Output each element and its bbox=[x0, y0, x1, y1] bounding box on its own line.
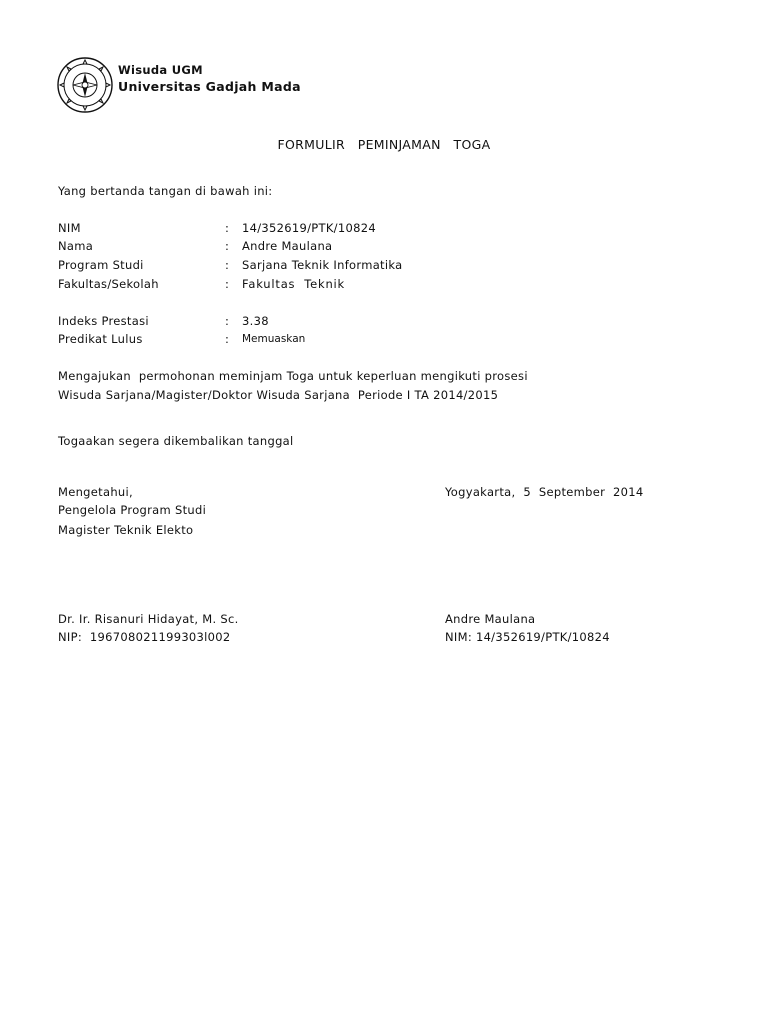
header-line2: Universitas Gadjah Mada bbox=[118, 79, 301, 94]
right-signatory-nim: NIM: 14/352619/PTK/10824 bbox=[445, 630, 610, 644]
field-sep: : bbox=[225, 332, 230, 346]
right-signatory-name: Andre Maulana bbox=[445, 612, 536, 626]
field-label-nama: Nama bbox=[58, 239, 94, 253]
field-sep: : bbox=[225, 258, 230, 272]
return-text: Togaakan segera dikembalikan tanggal bbox=[58, 434, 294, 448]
left-role-1: Pengelola Program Studi bbox=[58, 503, 207, 517]
field-sep: : bbox=[225, 221, 230, 235]
field-label-predikat-lulus: Predikat Lulus bbox=[58, 332, 143, 346]
field-sep: : bbox=[225, 277, 230, 291]
mengetahui-label: Mengetahui, bbox=[58, 485, 133, 499]
field-value-predikat-lulus: Memuaskan bbox=[242, 333, 306, 345]
page-title: FORMULIR PEMINJAMAN TOGA bbox=[277, 137, 491, 152]
ugm-seal-icon bbox=[57, 57, 113, 113]
field-label-fakultas: Fakultas/Sekolah bbox=[58, 277, 159, 291]
left-role-2: Magister Teknik Elekto bbox=[58, 523, 194, 537]
request-line1: Mengajukan permohonan meminjam Toga untuk keperluan mengikuti prosesi bbox=[58, 369, 528, 383]
field-value-program-studi: Sarjana Teknik Informatika bbox=[242, 258, 403, 272]
header-line1: Wisuda UGM bbox=[118, 63, 203, 77]
left-signatory-name: Dr. Ir. Risanuri Hidayat, M. Sc. bbox=[58, 612, 239, 626]
request-line2: Wisuda Sarjana/Magister/Doktor Wisuda Sarjana Periode I TA 2014/2015 bbox=[58, 388, 499, 402]
field-sep: : bbox=[225, 239, 230, 253]
field-value-indeks-prestasi: 3.38 bbox=[242, 314, 269, 328]
intro-text: Yang bertanda tangan di bawah ini: bbox=[58, 184, 273, 198]
field-value-nama: Andre Maulana bbox=[242, 239, 333, 253]
field-label-program-studi: Program Studi bbox=[58, 258, 144, 272]
field-sep: : bbox=[225, 314, 230, 328]
left-signatory-nip: NIP: 196708021199303l002 bbox=[58, 630, 231, 644]
field-value-nim: 14/352619/PTK/10824 bbox=[242, 221, 376, 235]
field-value-fakultas: Fakultas Teknik bbox=[242, 277, 346, 291]
place-date: Yogyakarta, 5 September 2014 bbox=[445, 485, 644, 499]
field-label-nim: NIM bbox=[58, 221, 81, 235]
field-label-indeks-prestasi: Indeks Prestasi bbox=[58, 314, 149, 328]
